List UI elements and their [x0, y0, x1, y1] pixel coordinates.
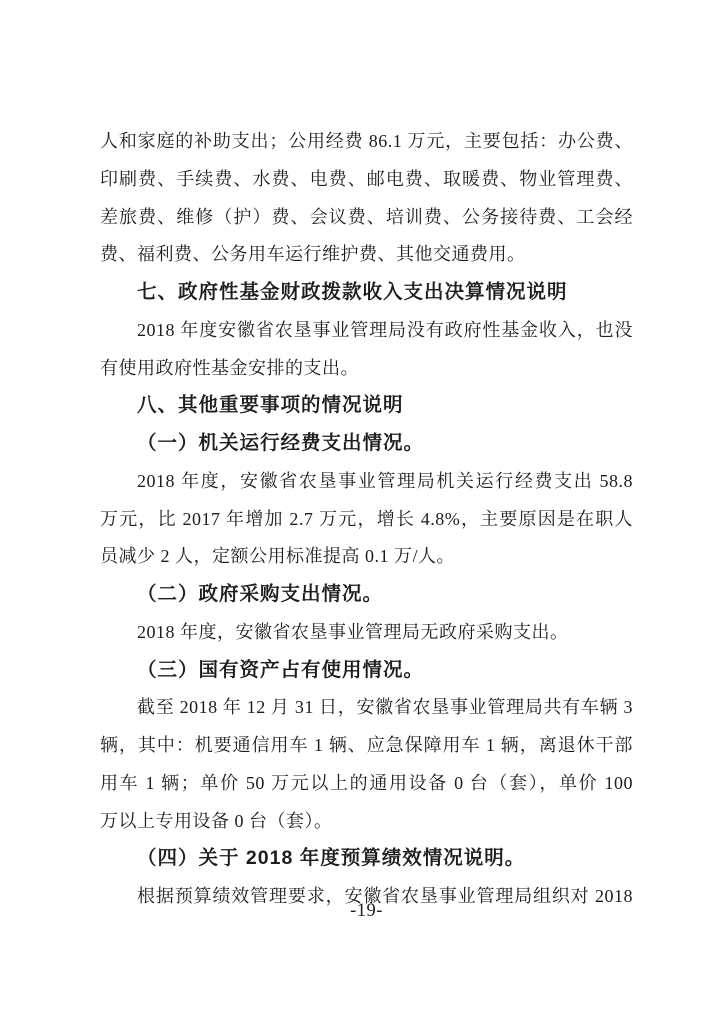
sub-heading: （一）机关运行经费支出情况。 — [137, 432, 425, 454]
body-line: 印刷费、手续费、水费、电费、邮电费、取暖费、物业管理费、 — [100, 168, 633, 189]
section-heading: 七、政府性基金财政拨款收入支出决算情况说明 — [137, 281, 568, 303]
body-line: 万元，比 2017 年增加 2.7 万元，增长 4.8%，主要原因是在职人 — [100, 508, 633, 529]
body-line: 根据预算绩效管理要求，安徽省农垦事业管理局组织对 2018 — [137, 886, 633, 906]
body-line: 2018 年度，安徽省农垦事业管理局无政府采购支出。 — [137, 621, 569, 642]
body-line: 万以上专用设备 0 台（套）。 — [100, 810, 333, 831]
body-line: 有使用政府性基金安排的支出。 — [100, 357, 359, 378]
body-line: 人和家庭的补助支出；公用经费 86.1 万元，主要包括：办公费、 — [100, 131, 633, 151]
body-line: 2018 年度安徽省农垦事业管理局没有政府性基金收入，也没 — [137, 319, 633, 340]
sub-heading: （二）政府采购支出情况。 — [137, 583, 384, 605]
sub-heading: （四）关于 2018 年度预算绩效情况说明。 — [137, 847, 526, 870]
document-body — [100, 123, 633, 916]
body-line: 差旅费、维修（护）费、会议费、培训费、公务接待费、工会经 — [100, 206, 633, 227]
section-heading: 八、其他重要事项的情况说明 — [137, 394, 404, 417]
body-line: 用车 1 辆；单价 50 万元以上的通用设备 0 台（套），单价 100 — [100, 772, 633, 793]
body-line: 截至 2018 年 12 月 31 日，安徽省农垦事业管理局共有车辆 3 — [137, 697, 633, 718]
body-line: 辆，其中：机要通信用车 1 辆、应急保障用车 1 辆，离退休干部 — [100, 735, 633, 755]
body-line: 员减少 2 人，定额公用标准提高 0.1 万/人。 — [100, 546, 455, 567]
body-line: 费、福利费、公务用车运行维护费、其他交通费用。 — [100, 244, 526, 265]
page-number: -19- — [350, 901, 383, 921]
sub-heading: （三）国有资产占有使用情况。 — [137, 658, 425, 681]
body-line: 2018 年度，安徽省农垦事业管理局机关运行经费支出 58.8 — [137, 470, 633, 491]
